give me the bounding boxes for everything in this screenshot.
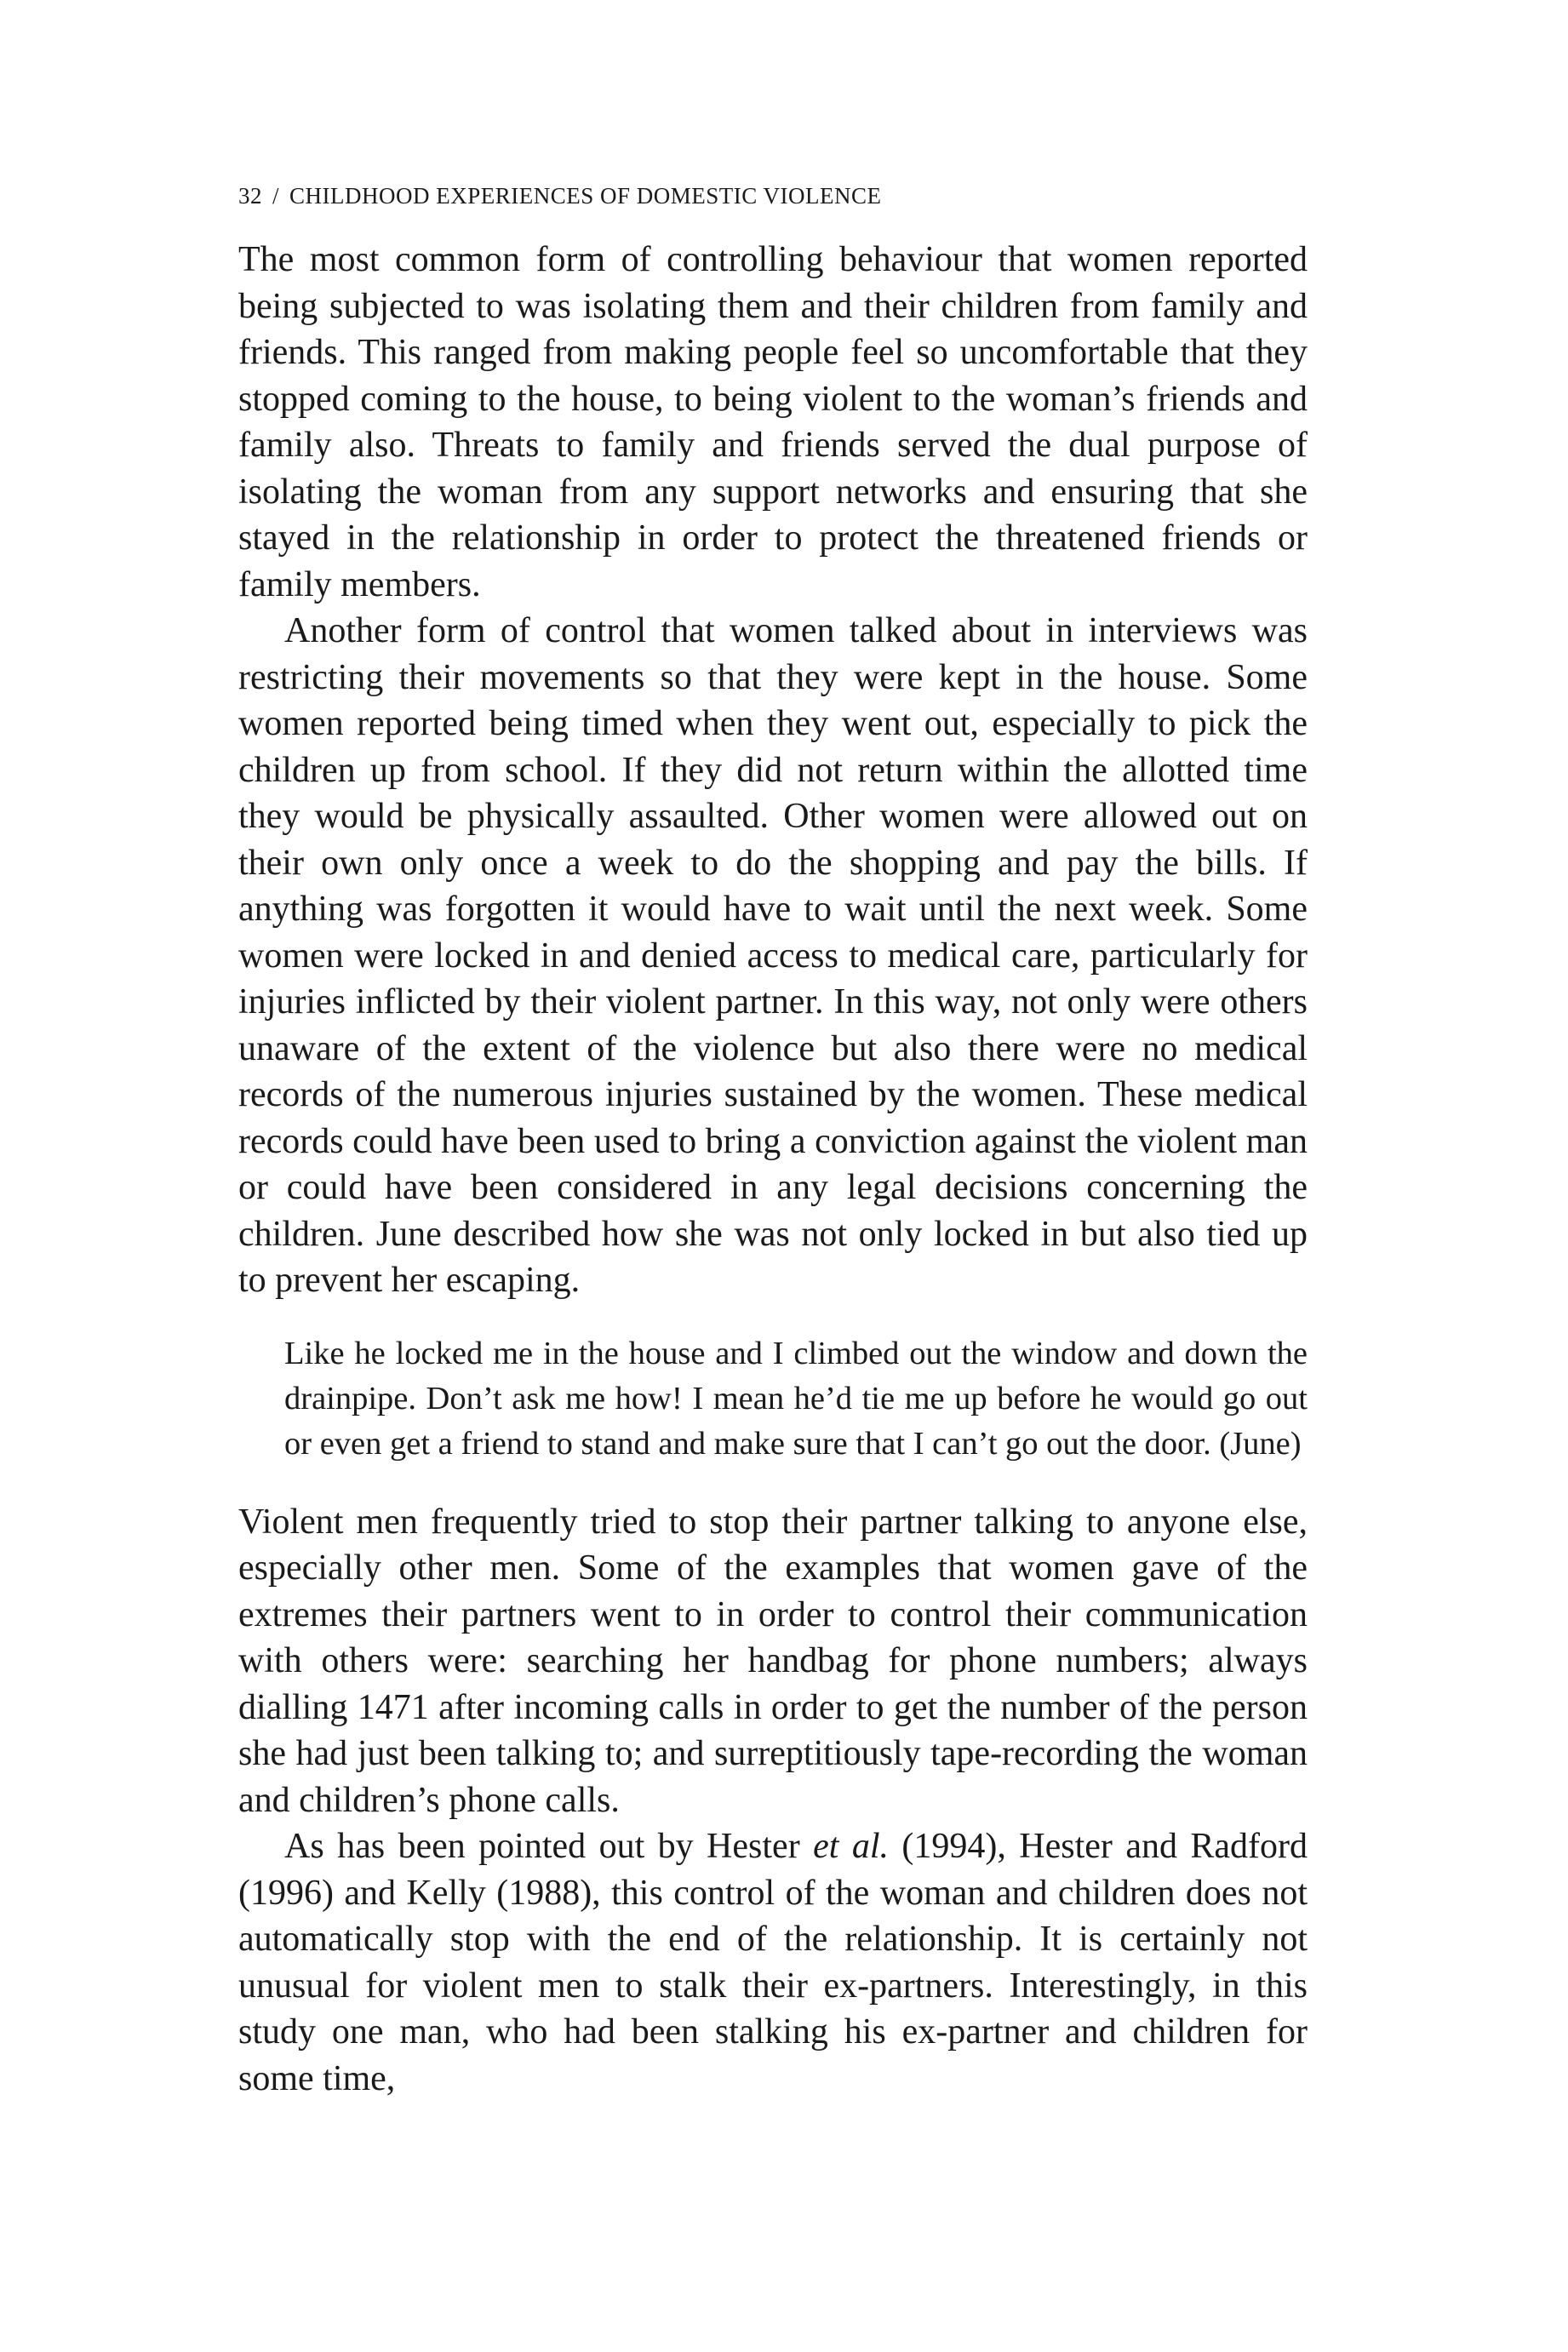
paragraph-restricting-movements: Another form of control that women talked about in interviews was restricting their movements so that they were kept in the house. Some women reported being timed when they went out, especially to pick the children up from school. If they did not return within the allotted time they would be physically assaulted. Other women were allowed out on their own only once a week to do the shopping and pay the bills. If anything was forgotten it would have to wait until the next week. Some women were locked in and denied access to medical care, particularly for injuries inflicted by their violent partner. In this way, not only were others unaware of the extent of the violence but also there were no medical records of the numerous injuries sustained by the women. These medical records could have been used to bring a conviction against the violent man or could have been considered in any legal decisions concerning the children. June described how she was not only locked in but also tied up to prevent her escaping. [238, 611, 1308, 1300]
book-page [238, 179, 1308, 2102]
paragraph-communication-control: Violent men frequently tried to stop their partner talking to anyone else, especially other men. Some of the examples that women gave of the extremes their partners went to in order to control their communication with others were: searching her handbag for phone numbers; always dialling 1471 after incoming calls in order to get the number of the person she had just been talking to; and surreptitiously tape-recording the woman and children’s phone calls. [238, 1502, 1308, 1820]
page-number: 32 [238, 183, 262, 209]
block-quote-june [284, 1331, 1308, 1467]
p4-italic-et-al: et al. [813, 1827, 889, 1866]
paragraph-after-relationship [238, 1823, 1308, 2102]
paragraph-isolation: The most common form of controlling behaviour that women reported being subjected to was isolating them and their children from family and friends. This ranged from making people feel so uncomfortable that they stopped coming to the house, to being violent to the woman’s friends and family also. Threats to family and friends served the dual purpose of isolating the woman from any support networks and ensuring that she stayed in the relationship in order to protect the threatened friends or family members. [238, 240, 1308, 604]
p4-text-start: As has been pointed out by Hester [284, 1827, 814, 1866]
p4-text-end: (1994), Hester and Radford (1996) and Kelly (1988), this control of the woman and children does not automatically stop with the end of the relationship. It is certainly not unusual for violent men to stalk their ex-partners. Interestingly, in this study one man, who had been stalking his ex-partner and children for some time, [238, 1827, 1308, 2098]
running-head [238, 179, 1308, 213]
quote-text: Like he locked me in the house and I climbed out the window and down the drainpipe. Don’t ask me how! I mean he’d tie me up before he would go out or even get a friend to stand and make sure that I can’t go out the door. [284, 1335, 1308, 1462]
quote-attribution: (June) [1219, 1425, 1302, 1462]
running-head-separator: / [272, 183, 280, 209]
running-head-title: CHILDHOOD EXPERIENCES OF DOMESTIC VIOLENCE [289, 183, 882, 209]
